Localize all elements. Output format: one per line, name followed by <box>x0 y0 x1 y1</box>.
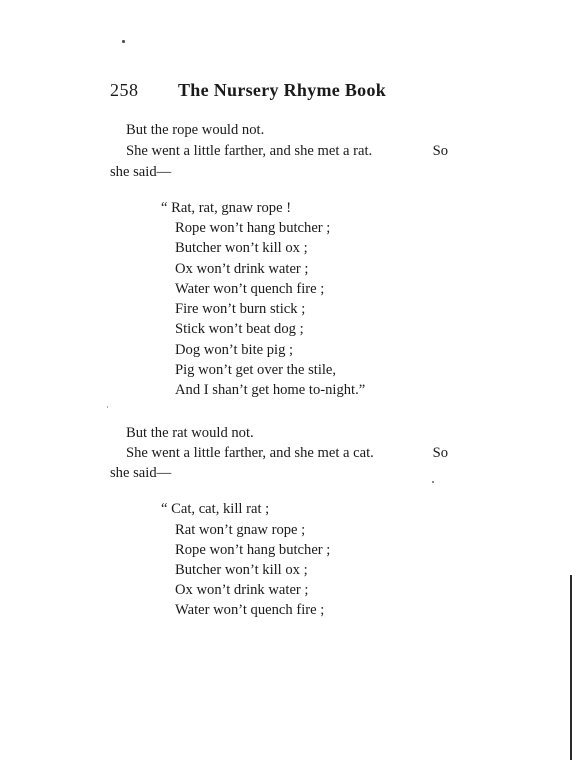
verse-line: Stick won’t beat dog ; <box>175 321 304 337</box>
verse-line: Rope won’t hang butcher ; <box>175 220 331 236</box>
verse-line: And I shan’t get home to-night.” <box>175 382 366 398</box>
paragraph-line: she said— <box>110 164 172 180</box>
paragraph-text: So <box>432 445 448 461</box>
page-number: 258 <box>110 80 139 100</box>
page-header <box>110 80 470 104</box>
body-line: But the rope would not. <box>126 122 265 138</box>
verse-line: Water won’t quench fire ; <box>175 602 325 618</box>
verse-line: Butcher won’t kill ox ; <box>175 562 308 578</box>
verse-line: Pig won’t get over the stile, <box>175 362 337 378</box>
paragraph-line <box>126 141 448 161</box>
paragraph-text: So <box>432 143 448 159</box>
verse-line: Butcher won’t kill ox ; <box>175 240 308 256</box>
verse-line: “ Cat, cat, kill rat ; <box>161 501 270 517</box>
paragraph-line <box>126 443 448 463</box>
verse-line: “ Rat, rat, gnaw rope ! <box>161 200 292 216</box>
scan-speck <box>107 406 108 408</box>
verse-line: Ox won’t drink water ; <box>175 582 309 598</box>
paragraph-text: She went a little farther, and she met a cat. <box>126 445 374 461</box>
verse-line: Fire won’t burn stick ; <box>175 301 306 317</box>
verse-line: Rope won’t hang butcher ; <box>175 542 331 558</box>
scan-speck <box>122 40 125 43</box>
page-edge <box>570 575 572 760</box>
verse-line: Water won’t quench fire ; <box>175 281 325 297</box>
scan-speck <box>432 481 434 483</box>
verse-line: Rat won’t gnaw rope ; <box>175 522 306 538</box>
paragraph-text: She went a little farther, and she met a rat. <box>126 143 373 159</box>
body-line: But the rat would not. <box>126 425 254 441</box>
verse-line: Dog won’t bite pig ; <box>175 342 294 358</box>
verse-line: Ox won’t drink water ; <box>175 261 309 277</box>
paragraph-line: she said— <box>110 465 172 481</box>
running-title: The Nursery Rhyme Book <box>178 80 387 100</box>
